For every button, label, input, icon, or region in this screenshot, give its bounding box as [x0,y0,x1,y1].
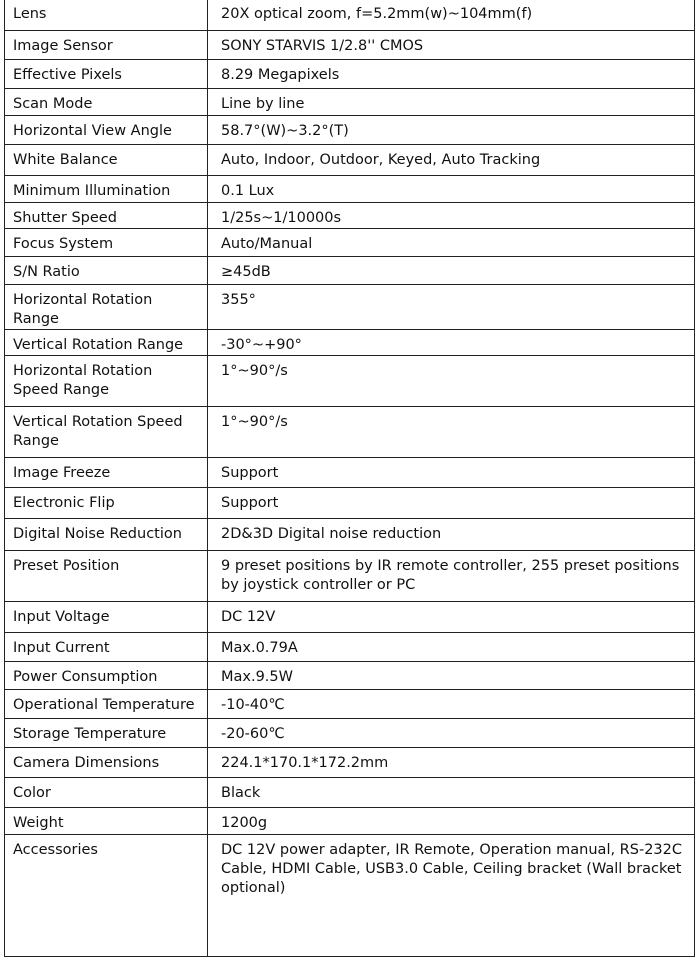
spec-row [5,31,695,60]
spec-value: Support [208,488,695,519]
spec-value: Line by line [208,89,695,116]
spec-row [5,203,695,229]
spec-row [5,602,695,633]
spec-value: Black [208,778,695,808]
spec-row [5,176,695,203]
spec-row [5,116,695,145]
spec-label: Image Sensor [5,31,208,60]
spec-value: 1200g [208,808,695,835]
spec-row [5,519,695,551]
spec-row [5,719,695,748]
spec-value: Support [208,458,695,488]
spec-value: 1/25s~1/10000s [208,203,695,229]
spec-value: -20-60℃ [208,719,695,748]
spec-row [5,778,695,808]
spec-value: 224.1*170.1*172.2mm [208,748,695,778]
spec-value: -10-40℃ [208,690,695,719]
spec-label: Preset Position [5,551,208,602]
spec-row [5,285,695,330]
spec-row [5,551,695,602]
spec-label: Camera Dimensions [5,748,208,778]
spec-label: Operational Temperature [5,690,208,719]
spec-label: Scan Mode [5,89,208,116]
spec-label: Lens [5,0,208,31]
spec-row [5,0,695,31]
spec-row [5,808,695,835]
spec-label: Accessories [5,835,208,957]
spec-value: 0.1 Lux [208,176,695,203]
spec-value: 1°~90°/s [208,356,695,407]
spec-label: Vertical Rotation Speed Range [5,407,208,458]
spec-label: Input Current [5,633,208,662]
spec-row [5,662,695,690]
spec-label: Effective Pixels [5,60,208,89]
spec-row [5,633,695,662]
spec-row [5,89,695,116]
spec-label: White Balance [5,145,208,176]
spec-label: Horizontal View Angle [5,116,208,145]
spec-label: Image Freeze [5,458,208,488]
spec-row [5,488,695,519]
spec-table-body [5,0,695,957]
spec-value: Auto, Indoor, Outdoor, Keyed, Auto Tracking [208,145,695,176]
spec-row [5,835,695,957]
spec-value: DC 12V [208,602,695,633]
spec-value: 355° [208,285,695,330]
spec-row [5,257,695,285]
spec-row [5,330,695,356]
spec-label: Horizontal Rotation Speed Range [5,356,208,407]
spec-value: 2D&3D Digital noise reduction [208,519,695,551]
spec-value: -30°~+90° [208,330,695,356]
spec-row [5,356,695,407]
spec-value: 9 preset positions by IR remote controller, 255 preset positions by joystick controller or PC [208,551,695,602]
spec-row [5,145,695,176]
spec-label: Storage Temperature [5,719,208,748]
spec-label: Horizontal Rotation Range [5,285,208,330]
spec-label: Vertical Rotation Range [5,330,208,356]
spec-row [5,458,695,488]
spec-value: ≥45dB [208,257,695,285]
spec-value: 8.29 Megapixels [208,60,695,89]
spec-label: S/N Ratio [5,257,208,285]
spec-label: Power Consumption [5,662,208,690]
spec-row [5,690,695,719]
spec-table [4,0,695,957]
spec-value: 58.7°(W)~3.2°(T) [208,116,695,145]
spec-label: Weight [5,808,208,835]
spec-label: Color [5,778,208,808]
spec-value: SONY STARVIS 1/2.8'' CMOS [208,31,695,60]
spec-row [5,407,695,458]
spec-label: Input Voltage [5,602,208,633]
spec-row [5,748,695,778]
spec-label: Focus System [5,229,208,257]
spec-value: 20X optical zoom, f=5.2mm(w)~104mm(f) [208,0,695,31]
spec-value: Max.0.79A [208,633,695,662]
spec-row [5,229,695,257]
spec-row [5,60,695,89]
spec-label: Minimum Illumination [5,176,208,203]
spec-value: 1°~90°/s [208,407,695,458]
spec-label: Digital Noise Reduction [5,519,208,551]
spec-value: Auto/Manual [208,229,695,257]
spec-value: Max.9.5W [208,662,695,690]
spec-label: Shutter Speed [5,203,208,229]
spec-label: Electronic Flip [5,488,208,519]
spec-value: DC 12V power adapter, IR Remote, Operation manual, RS-232C Cable, HDMI Cable, USB3.0 Cable, Ceiling bracket (Wall bracket optional) [208,835,695,957]
